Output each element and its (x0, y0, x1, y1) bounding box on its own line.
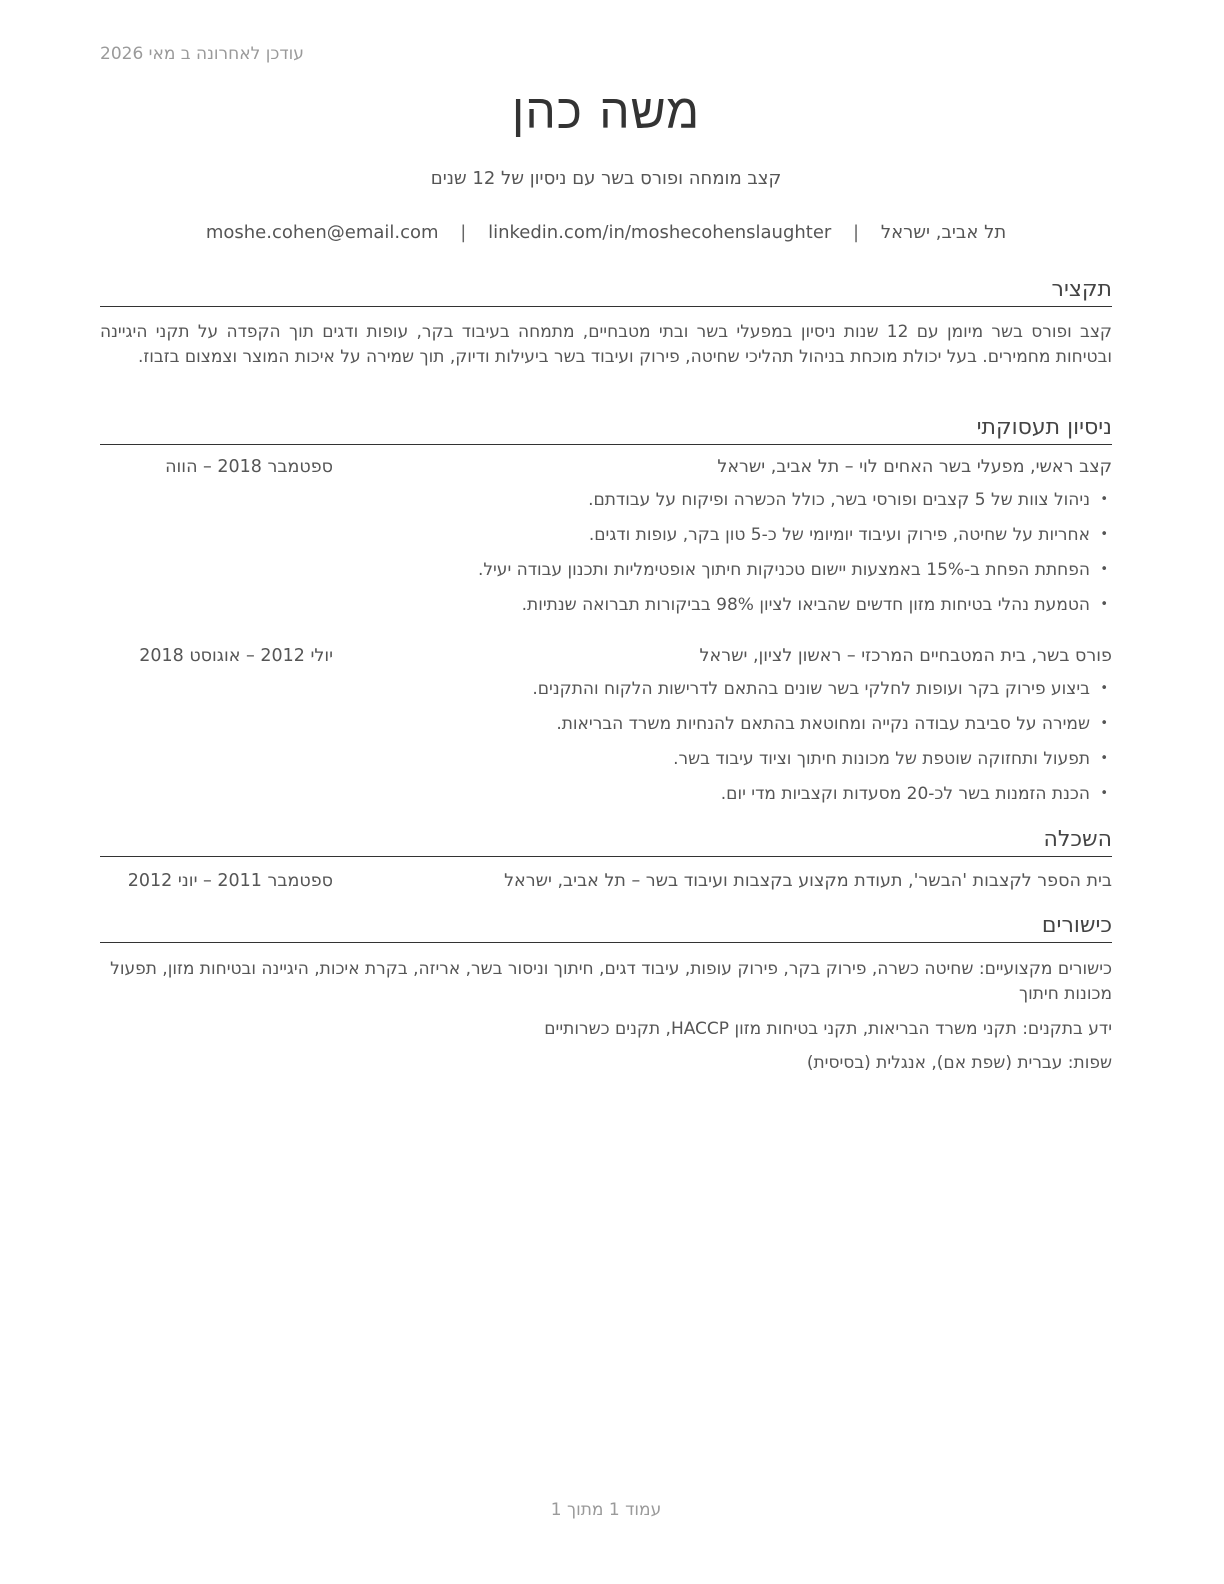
contact-separator: | (460, 222, 467, 243)
job-header (100, 646, 1112, 672)
job-title: קצב ראשי, מפעלי בשר האחים לוי – תל אביב, ישראל (717, 457, 1112, 477)
education-item (100, 871, 1112, 897)
experience-heading: ניסיון תעסוקתי (100, 414, 1112, 445)
education-dates: ספטמבר 2011 – יוני 2012 (127, 871, 333, 891)
job-bullet: • הפחתת הפחת ב-15% באמצעות יישום טכניקות חיתוך אופטימליות ותכנון עבודה יעיל. (100, 558, 1112, 593)
contact-location: תל אביב, ישראל (880, 222, 1007, 243)
job-dates: יולי 2012 – אוגוסט 2018 (139, 646, 333, 666)
job-bullet: • ניהול צוות של 5 קצבים ופורסי בשר, כולל הכשרה ופיקוח על עבודתם. (100, 488, 1112, 523)
skills-professional: כישורים מקצועיים: שחיטה כשרה, פירוק בקר, פירוק עופות, עיבוד דגים, חיתוך וניסור בשר, אריזה, בקרת איכות, היגיינה ובטיחות מזון, תפעול מכונות חיתוך (110, 959, 1112, 1004)
job-bullet: • הטמעת נהלי בטיחות מזון חדשים שהביאו לציון 98% בביקורות תברואה שנתיות. (100, 593, 1112, 628)
page-number: עמוד 1 מתוך 1 (550, 1500, 662, 1520)
contact-email[interactable]: moshe.cohen@email.com (205, 222, 439, 243)
job-bullet: • תפעול ותחזוקה שוטפת של מכונות חיתוך וציוד עיבוד בשר. (100, 747, 1112, 782)
resume-page (100, 0, 1112, 1584)
candidate-name: משה כהן (511, 84, 701, 140)
job-bullet: • שמירה על סביבת עבודה נקייה ומחוטאת בהתאם להנחיות משרד הבריאות. (100, 712, 1112, 747)
education-title: בית הספר לקצבות 'הבשר', תעודת מקצוע בקצבות ועיבוד בשר – תל אביב, ישראל (504, 871, 1112, 891)
candidate-subtitle: קצב מומחה ופורס בשר עם ניסיון של 12 שנים (430, 168, 782, 189)
job-bullet-list (100, 488, 1112, 628)
job-bullet: • הכנת הזמנות בשר לכ-20 מסעדות וקצביות מדי יום. (100, 782, 1112, 817)
contact-linkedin[interactable]: linkedin.com/in/moshecohenslaughter (488, 222, 832, 243)
job-dates: ספטמבר 2018 – הווה (165, 457, 333, 477)
summary-text: קצב ופורס בשר מיומן עם 12 שנות ניסיון במפעלי בשר ובתי מטבחיים, מתמחה בעיבוד בקר, עופות ודגים תוך הקפדה על תקני היגיינה ובטיחות מחמירים. בעל יכולת מוכחת בניהול תהליכי שחיטה, פירוק ועיבוד בשר ביעילות ודיוק, תוך שמירה על איכות המוצר וצמצום בזבוז. (100, 322, 1112, 367)
summary-heading: תקציר (100, 276, 1112, 307)
skills-standards: ידע בתקנים: תקני משרד הבריאות, תקני בטיחות מזון HACCP, תקנים כשרותיים (544, 1019, 1112, 1039)
education-heading: השכלה (100, 826, 1112, 857)
job-bullet: • אחריות על שחיטה, פירוק ועיבוד יומיומי של כ-5 טון בקר, עופות ודגים. (100, 523, 1112, 558)
contact-line (100, 222, 1112, 243)
last-updated-note: עודכן לאחרונה ב מאי 2026 (100, 44, 304, 64)
job-bullet-list (100, 677, 1112, 817)
job-title: פורס בשר, בית המטבחיים המרכזי – ראשון לציון, ישראל (699, 646, 1112, 666)
job-bullet: • ביצוע פירוק בקר ועופות לחלקי בשר שונים בהתאם לדרישות הלקוח והתקנים. (100, 677, 1112, 712)
job-header (100, 457, 1112, 483)
skills-languages: שפות: עברית (שפת אם), אנגלית (בסיסית) (806, 1053, 1112, 1073)
skills-heading: כישורים (100, 912, 1112, 943)
contact-separator: | (853, 222, 860, 243)
